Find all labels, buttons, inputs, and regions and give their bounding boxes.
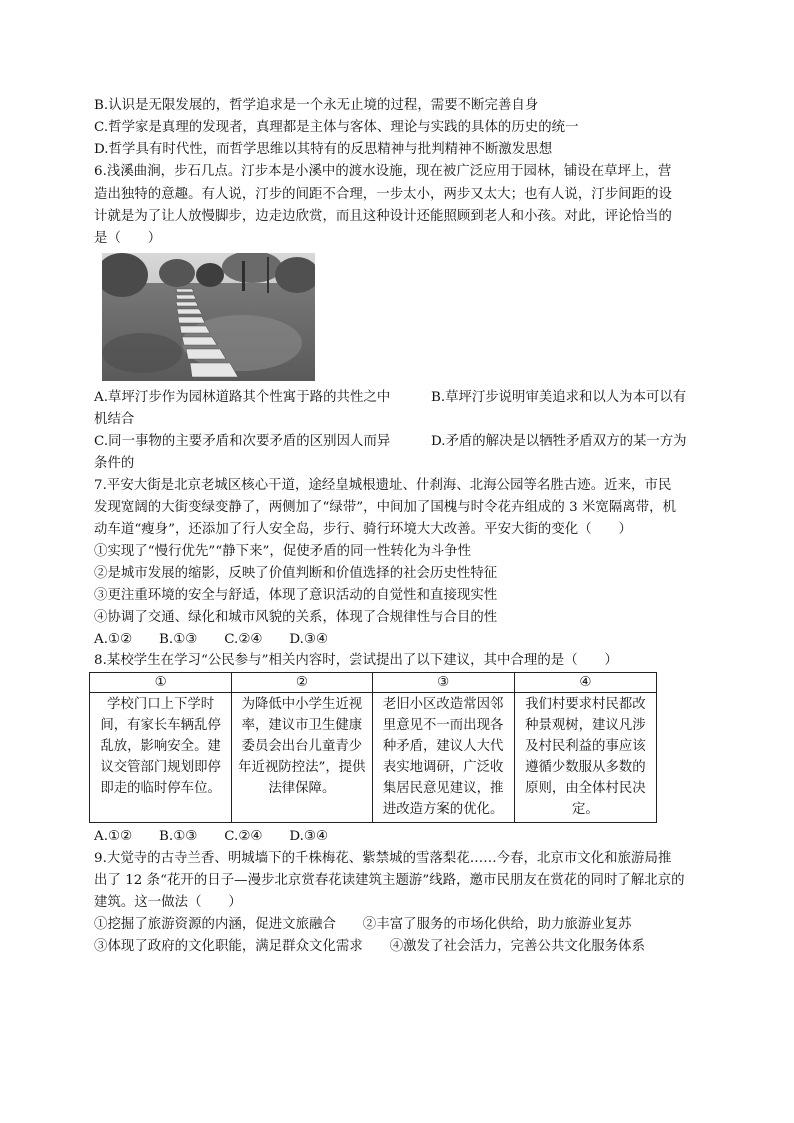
q6-option-c: C.同一事物的主要矛盾和次要矛盾的区别因人而异 [94, 434, 391, 449]
table-cell [372, 693, 514, 823]
q7-statement-1: ①实现了“慢行优先”“静下来”，促使矛盾的同一性转化为斗争性 [94, 544, 472, 559]
q7-statement-3: ③更注重环境的安全与舒适，体现了意识活动的自觉性和直接现实性 [94, 588, 498, 603]
q5-option-d: D.哲学具有时代性，而哲学思维以其特有的反思精神与批判精神不断激发思想 [94, 142, 553, 157]
q9-statements-1-2: ①挖掘了旅游资源的内涵，促进文旅融合 ②丰富了服务的市场化供给，助力旅游业复苏 [94, 917, 632, 932]
suggestion-3-text: 老旧小区改造常因邻里意见不一而出现各种矛盾，建议人大代表实地调研，广泛收集居民意见建议，推进改造方案的优化。 [382, 697, 504, 817]
q7-stem-line: 动车道“瘦身”，还添加了行人安全岛，步行、骑行环境大大改善。平安大街的变化（ ） [94, 522, 632, 537]
q9-stem-line: 9.大觉寺的古寺兰香、明城墙下的千株梅花、紫禁城的雪落梨花……今春，北京市文化和旅游局推 [94, 851, 672, 866]
suggestion-1-text: 学校门口上下学时间，有家长车辆乱停乱放，影响安全。建议交管部门规划即停即走的临时停车位。 [100, 697, 221, 796]
q8-stem: 8.某校学生在学习“公民参与”相关内容时，尝试提出了以下建议，其中合理的是（ ） [94, 653, 618, 668]
suggestion-4-text: 我们村要求村民都改种景观树，建议凡涉及村民利益的事应该遵循少数服从多数的原则，由全体村民决定。 [525, 697, 646, 817]
q8-options: A.①② B.①③ C.②④ D.③④ [94, 829, 329, 844]
q5-option-b: B.认识是无限发展的，哲学追求是一个永无止境的过程，需要不断完善自身 [94, 98, 539, 113]
table-cell [514, 693, 656, 823]
q6-option-b: B.草坪汀步说明审美追求和以人为本可以有 [431, 390, 687, 405]
table-header-cell: ② [232, 673, 372, 693]
table-header-cell: ① [90, 673, 232, 693]
q6-option-a: A.草坪汀步作为园林道路其个性寓于路的共性之中 [94, 390, 391, 405]
q6-stem-line: 6.浅溪曲涧，步石几点。汀步本是小溪中的渡水设施，现在被广泛应用于园林，铺设在草坪上，营 [94, 164, 672, 179]
table-header-row [90, 673, 657, 693]
table-header-cell: ④ [514, 673, 656, 693]
photo-graphic [102, 253, 315, 381]
garden-stepping-stones-photo [102, 253, 315, 381]
q5-option-c: C.哲学家是真理的发现者，真理都是主体与客体、理论与实践的具体的历史的统一 [94, 120, 579, 135]
q9-stem-line: 出了 12 条“花开的日子—漫步北京赏春花读建筑主题游”线路，邀市民朋友在赏花的同时了解北京的 [94, 873, 685, 888]
q9-stem-line: 建筑。这一做法（ ） [94, 895, 242, 910]
q7-stem-line: 7.平安大街是北京老城区核心干道，途经皇城根遗址、什刹海、北海公园等名胜古迹。近来，市民 [94, 478, 672, 493]
q9-statements-3-4: ③体现了政府的文化职能，满足群众文化需求 ④激发了社会活力，完善公共文化服务体系 [94, 939, 646, 954]
q7-statement-2: ②是城市发展的缩影，反映了价值判断和价值选择的社会历史性特征 [94, 566, 498, 581]
q6-stem-line: 是（ ） [94, 231, 162, 246]
q6-stem-line: 造出独特的意趣。有人说，汀步的间距不合理，一步太小，两步又太大；也有人说，汀步间距的设 [94, 187, 672, 202]
q7-stem-line: 发现宽阔的大街变绿变静了，两侧加了“绿带”，中间加了国槐与时令花卉组成的 3 米宽隔离带，机 [94, 500, 677, 515]
table-row [90, 693, 657, 823]
q7-options: A.①② B.①③ C.②④ D.③④ [94, 632, 329, 647]
suggestion-2-text: 为降低中小学生近视率，建议市卫生健康委员会出台儿童青少年近视防控法”，提供法律保障。 [238, 697, 366, 796]
q6-option-d: D.矛盾的解决是以牺牲矛盾双方的某一方为 [431, 434, 687, 449]
q7-statement-4: ④协调了交通、绿化和城市风貌的关系，体现了合规律性与合目的性 [94, 610, 498, 625]
table-cell [90, 693, 232, 823]
q8-suggestion-table [89, 672, 657, 823]
table-cell [232, 693, 372, 823]
q6-option-d-cont: 条件的 [94, 456, 135, 471]
q6-stem-line: 计就是为了让人放慢脚步，边走边欣赏，而且这种设计还能照顾到老人和小孩。对此，评论恰当的 [94, 209, 672, 224]
q6-option-b-cont: 机结合 [94, 412, 135, 427]
table-header-cell: ③ [372, 673, 514, 693]
